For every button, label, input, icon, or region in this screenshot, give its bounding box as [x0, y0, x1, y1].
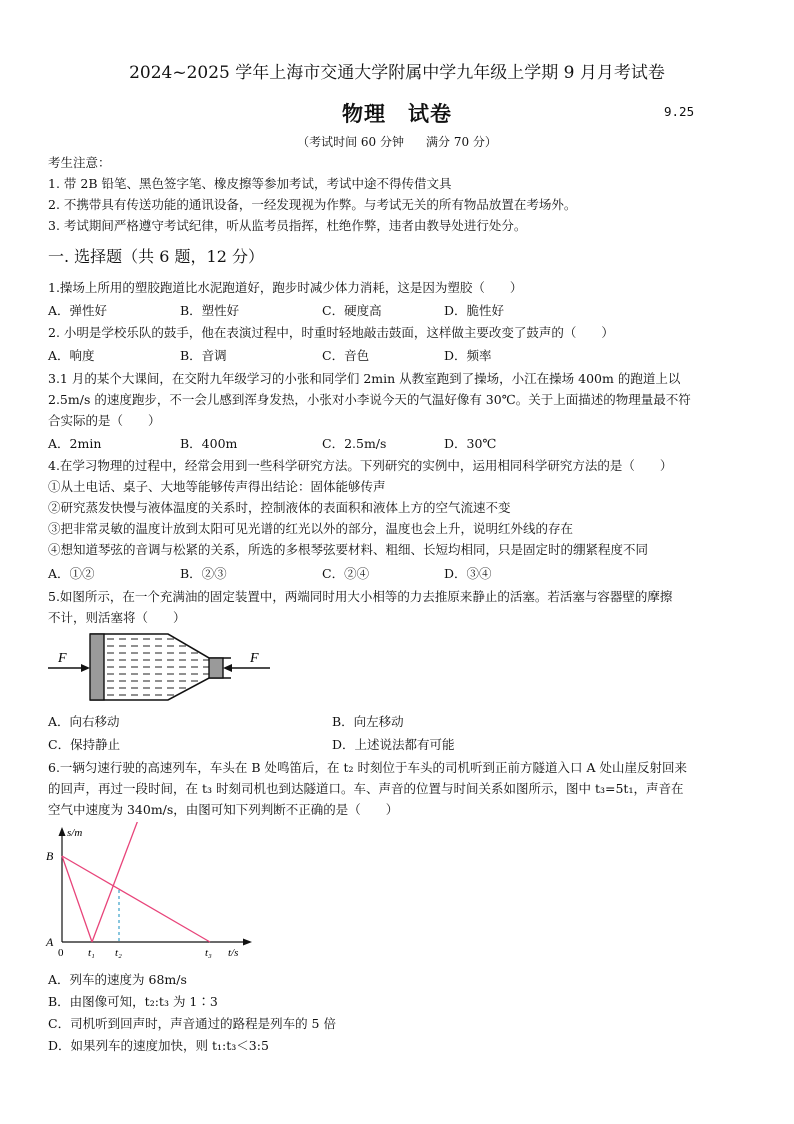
question-stem: 不计，则活塞将（ ） — [48, 610, 186, 625]
option-a: A．响度 — [48, 348, 95, 363]
x-axis-label: t/s — [228, 947, 239, 959]
option-c: C．音色 — [322, 348, 370, 363]
question-stem: 6.一辆匀速行驶的高速列车，车头在 B 处鸣笛后，在 t₂ 时刻位于车头的司机听到正前方隧道入口 A 处山崖反射回来 — [48, 760, 688, 775]
option-d: D．30℃ — [444, 436, 497, 451]
position-time-graph — [40, 822, 260, 962]
option-c: C．司机听到回声时，声音通过的路程是列车的 5 倍 — [48, 1016, 336, 1031]
point-a-label: A — [46, 935, 54, 949]
statement-item: ④想知道琴弦的音调与松紧的关系，所选的多根琴弦要材料、粗细、长短均相同，只是固定时的绷紧程度不同 — [48, 542, 649, 557]
oil-fill — [100, 634, 209, 700]
option-b: B．400m — [180, 436, 238, 451]
option-c: C．②④ — [322, 566, 370, 581]
option-b: B．②③ — [180, 566, 227, 581]
notice-item: 2. 不携带具有传送功能的通讯设备，一经发现视为作弊。与考试无关的所有物品放置在考场外。 — [48, 197, 577, 212]
piston-container-figure — [46, 628, 276, 706]
exam-meta — [0, 133, 794, 150]
statement-item: ③把非常灵敏的温度计放到太阳可见光谱的红光以外的部分，温度也会上升，说明红外线的存在 — [48, 521, 574, 536]
point-b-label: B — [46, 849, 54, 863]
option-a: A．向右移动 — [48, 714, 120, 729]
t2-label: t₂ — [115, 947, 122, 959]
paper-label: 试卷 — [408, 101, 452, 126]
question-stem: 3.1 月的某个大课间，在交附九年级学习的小张和同学们 2min 从教室跑到了操场，小江在操场 400m 的跑道上以 — [48, 371, 681, 386]
small-piston — [209, 658, 223, 678]
option-b: B．向左移动 — [332, 714, 404, 729]
option-a: A．①② — [48, 566, 95, 581]
question-stem: 合实际的是（ ） — [48, 413, 161, 428]
option-b: B．塑性好 — [180, 303, 240, 318]
right-force-label: F — [250, 651, 259, 666]
statement-item: ②研究蒸发快慢与液体温度的关系时，控制液体的表面积和液体上方的空气流速不变 — [48, 500, 511, 515]
right-force-arrowhead — [223, 664, 232, 672]
y-axis-arrow — [59, 827, 66, 836]
notice-item: 1. 带 2B 铅笔、黑色签字笔、橡皮擦等参加考试，考试中途不得传借文具 — [48, 176, 452, 191]
sound-outgoing-line — [62, 856, 92, 942]
option-c: C．2.5m/s — [322, 436, 387, 451]
option-a: A．列车的速度为 68m/s — [48, 972, 187, 987]
question-stem: 2. 小明是学校乐队的鼓手，他在表演过程中，时重时轻地敲击鼓面，这样做主要改变了鼓声的（ ） — [48, 325, 614, 340]
t1-label: t₁ — [88, 947, 95, 959]
subject-name: 物理 — [342, 101, 386, 126]
large-piston — [90, 634, 104, 700]
full-score: 满分 70 分） — [426, 135, 497, 149]
option-d: D．上述说法都有可能 — [332, 737, 455, 752]
notice-heading: 考生注意： — [48, 155, 111, 170]
question-stem: 4.在学习物理的过程中，经常会用到一些科学研究方法。下列研究的实例中，运用相同科学研究方法的是（ ） — [48, 458, 673, 473]
question-stem: 的回声，再过一段时间，在 t₃ 时刻司机也到达隧道口。车、声音的位置与时间关系如图所示，图中 t₃=5t₁，声音在 — [48, 781, 684, 796]
question-stem: 空气中速度为 340m/s，由图可知下列判断不正确的是（ ） — [48, 802, 399, 817]
t3-label: t₃ — [205, 947, 212, 959]
statement-item: ①从土电话、桌子、大地等能够传声得出结论：固体能够传声 — [48, 479, 386, 494]
left-force-arrowhead — [81, 664, 90, 672]
x-axis-arrow — [243, 939, 252, 946]
option-d: D．如果列车的速度加快，则 t₁:t₃＜3:5 — [48, 1038, 269, 1053]
option-d: D．脆性好 — [444, 303, 505, 318]
train-position-line — [62, 856, 210, 942]
option-c: C．保持静止 — [48, 737, 121, 752]
question-stem: 1.操场上所用的塑胶跑道比水泥跑道好，跑步时减少体力消耗，这是因为塑胶（ ） — [48, 280, 523, 295]
option-c: C．硬度高 — [322, 303, 382, 318]
exam-date: 9.25 — [664, 104, 695, 119]
left-force-label: F — [58, 651, 67, 666]
section-title: 一. 选择题（共 6 题，12 分） — [48, 247, 264, 266]
question-stem: 2.5m/s 的速度跑步，不一会儿感到浑身发热，小张对小李说今天的气温好像有 30℃。关于上面描述的物理量最不符 — [48, 392, 691, 407]
time-limit: （考试时间 60 分钟 — [297, 135, 404, 149]
echo-return-line — [92, 822, 138, 942]
option-d: D．频率 — [444, 348, 492, 363]
y-axis-label: s/m — [67, 827, 83, 839]
option-d: D．③④ — [444, 566, 492, 581]
question-stem: 5.如图所示，在一个充满油的固定装置中，两端同时用大小相等的力去推原来静止的活塞。若活塞与容器壁的摩擦 — [48, 589, 673, 604]
exam-title: 2024~2025 学年上海市交通大学附属中学九年级上学期 9 月月考试卷 — [129, 63, 665, 83]
option-b: B．由图像可知，t₂:t₃ 为 1∶3 — [48, 994, 218, 1009]
option-a: A．弹性好 — [48, 303, 108, 318]
option-b: B．音调 — [180, 348, 227, 363]
origin-label: 0 — [58, 947, 64, 959]
notice-item: 3. 考试期间严格遵守考试纪律，听从监考员指挥，杜绝作弊，违者由教导处进行处分。 — [48, 218, 527, 233]
option-a: A．2min — [48, 436, 102, 451]
